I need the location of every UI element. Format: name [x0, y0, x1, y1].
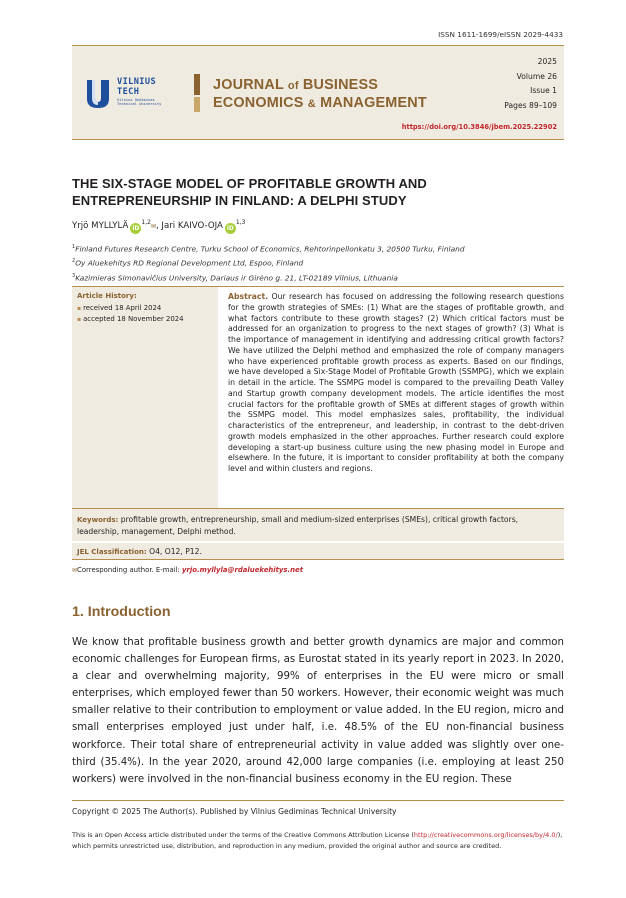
author-name: Jari KAIVO-OJA [161, 220, 223, 231]
vilnius-tech-logo [85, 77, 169, 109]
logo-subtitle: Vilnius Gediminas Technical University [117, 98, 162, 107]
article-title: THE SIX-STAGE MODEL OF PROFITABLE GROWTH AND ENTREPRENEURSHIP IN FINLAND: A DELPHI STUDY [72, 176, 427, 208]
body-paragraph: We know that profitable business growth and better growth dynamics are major and common economic challenges for European firms, as Eurostat stated in its yearly report in 2023. In 2020, a clear and overwhelming majority, 99% of enterprises in the EU were micro or small enterprises, which employed fewer than 50 workers. However, their economic weight was much smaller relative to their contribution to employment or value added. In the EU region, micro and small enterprises employed just under half, i.e. 48.5% of the EU non-financial business workforce. Their total share of entrepreneurial activity in value added was slightly over one-third (35.4%). In the year 2020, around 42,000 large companies (i.e. employing at least 250 workers) were involved in the non-financial business economy in the EU region. These [72, 637, 564, 785]
orcid-icon[interactable]: iD [226, 224, 234, 232]
license-text: This is an Open Access article distributed under the terms of the Creative Commons Attribution License (http://creativecommons.org/licenses/by/4.0/), which permits unrestricted use, distribution, and reproduction in any medium, provided the original author and source are credited. [72, 831, 563, 850]
history-title: Article History: [77, 292, 137, 300]
jel-text: O4, O12, P12. [149, 547, 202, 556]
abstract-label: Abstract. [228, 292, 269, 301]
corresponding-author: ✉Corresponding author. E-mail: yrjo.myllyla@rdaluekehitys.net [72, 566, 304, 574]
affiliations [72, 241, 465, 284]
year: 2025 [537, 57, 557, 66]
abstract-text: Our research has focused on addressing the following research questions for the growth strategies of SMEs: (1) What are the stages of profitable growth, and what factors contribute to these growth stages? (2) Which critical factors must be addressed for an organization to progress to the next stages of growth? (3) What is the importance of management in identifying and addressing critical growth factors? We have utilized the Delphi method and emphasized the role of company managers who have experienced profitable growth process as experts. Based on our findings, we have developed a Six-Stage Model of Profitable Growth (SSMPG), which we explain in detail in the article. The SSMPG model is compared to the prevailing Death Valley and Startup growth company development models. The article identifies the most crucial factors for the profitable growth of SMEs at different stages of growth within the SSMPG model. This model emphasizes sales, profitability, the individual characteristics of the entrepreneur, and leadership, in contrast to the debt-driven growth models emphasized in the other approaches. Further research could explore developing a start-up business culture using the new phasing model in Europe and elsewhere. In the future, it is important to consider profitability at both the company level and within clusters and regions. [228, 292, 564, 473]
keywords-text: profitable growth, entrepreneurship, small and medium-sized enterprises (SMEs), critical growth factors, leadership, management, Delphi method. [77, 515, 519, 536]
volume: Volume 26 [516, 71, 557, 81]
envelope-icon: ✉ [72, 567, 78, 574]
article-history [72, 287, 218, 508]
article-info-box [72, 286, 564, 509]
envelope-icon[interactable]: ✉ [150, 222, 156, 230]
author-affiliation-marks: 1,3 [235, 219, 246, 226]
affiliation-line: $^3$Kazimieras Simonavičius University, Dariaus ir Girėno g. 21, LT-02189 Vilnius, Lithuania [72, 272, 398, 283]
logo-wordmark: VILNIUS TECH [117, 77, 157, 97]
affiliation-line: $^1$Finland Futures Research Centre, Turku School of Economics, Rehtorinpellonkatu 3, 20500 Turku, Finland [72, 244, 465, 254]
issue-info [504, 55, 557, 113]
keywords-label: Keywords: [77, 516, 119, 524]
journal-title: JOURNAL of BUSINESS ECONOMICS & MANAGEMENT [213, 77, 427, 111]
history-item: ▪ accepted 18 November 2024 [77, 314, 213, 325]
pages: Pages 89–109 [504, 100, 557, 110]
author-name: Yrjö MYLLYLÄ [72, 220, 129, 231]
jel-classification [72, 542, 564, 560]
issn-line: ISSN 1611-1699/eISSN 2029-4433 [438, 30, 563, 39]
university-logo-icon [85, 78, 111, 110]
license-link[interactable]: http://creativecommons.org/licenses/by/4.0/ [413, 831, 558, 839]
abstract [228, 292, 564, 475]
corresponding-email[interactable]: yrjo.myllyla@rdaluekehitys.net [182, 566, 304, 574]
history-item: ▪ received 18 April 2024 [77, 303, 213, 314]
jel-label: JEL Classification: [77, 548, 147, 556]
journal-mark [194, 74, 200, 112]
affiliation-line: $^2$Oy Aluekehitys RD Regional Development Ltd, Espoo, Finland [72, 258, 304, 268]
journal-banner [72, 45, 564, 140]
author-affiliation-marks: 1,2 [141, 219, 151, 226]
doi-link[interactable]: https://doi.org/10.3846/jbem.2025.22902 [401, 123, 557, 131]
keywords [72, 509, 564, 541]
section-heading: 1. Introduction [72, 604, 171, 620]
orcid-icon[interactable]: iD [132, 224, 140, 232]
issue: Issue 1 [530, 86, 557, 96]
copyright: Copyright © 2025 The Author(s). Published by Vilnius Gediminas Technical University [72, 807, 397, 816]
author-list: Yrjö MYLLYLÄ iD$^{1,2}$✉, Jari KAIVO-OJA iD$^{1,3}$ [72, 219, 246, 232]
footer-divider [72, 800, 564, 801]
